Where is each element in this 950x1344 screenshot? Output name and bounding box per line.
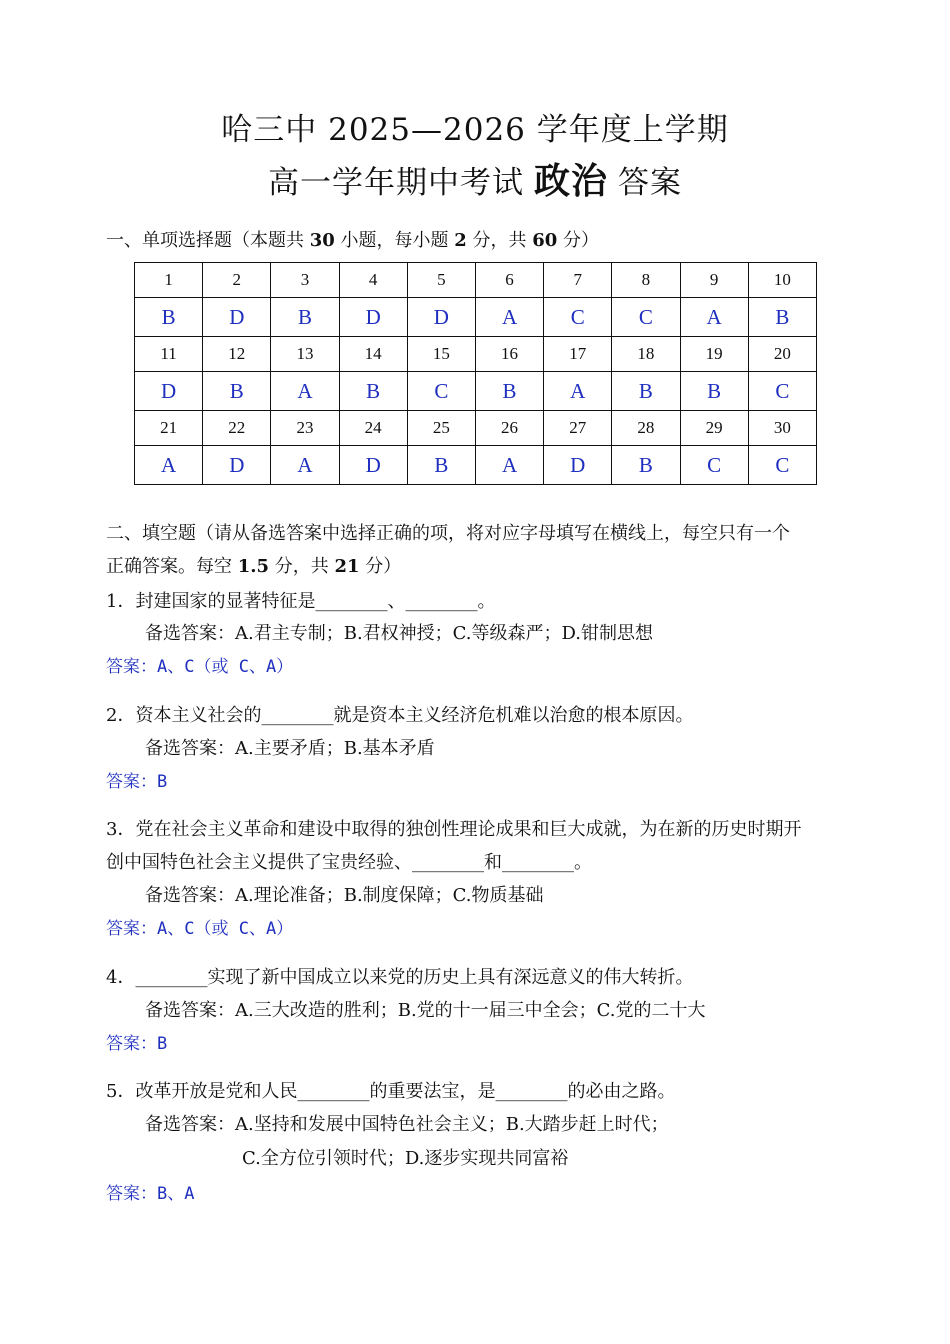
answer-letter-cell: B	[203, 372, 271, 411]
question-number-cell: 14	[339, 337, 407, 372]
answer-letter-cell: B	[135, 298, 203, 337]
question-number-cell: 13	[271, 337, 339, 372]
answer-letter-row	[135, 372, 817, 411]
question-number-cell: 12	[203, 337, 271, 372]
q5-text: 5．改革开放是党和人民________的重要法宝，是________的必由之路。	[106, 1081, 676, 1102]
answer-letter-cell: B	[271, 298, 339, 337]
answer-letter-cell: C	[748, 372, 816, 411]
q2-options: 备选答案：A.主要矛盾；B.基本矛盾	[145, 738, 435, 759]
answer-letter-cell: C	[544, 298, 612, 337]
q1-answer: 答案：A、C（或 C、A）	[106, 657, 294, 677]
q5-answer: 答案：B、A	[106, 1184, 195, 1204]
answer-letter-cell: D	[544, 446, 612, 485]
answer-letter-row	[135, 298, 817, 337]
question-number-cell: 22	[203, 411, 271, 446]
answer-letter-cell: D	[203, 446, 271, 485]
answer-letter-cell: A	[680, 298, 748, 337]
question-number-cell: 5	[407, 263, 475, 298]
answer-letter-cell: A	[135, 446, 203, 485]
q4-answer: 答案：B	[106, 1034, 168, 1054]
answer-letter-cell: D	[407, 298, 475, 337]
section-1-heading: 一、单项选择题（本题共 30 小题，每小题 2 分，共 60 分）	[106, 230, 600, 251]
exam-name: 高一学年期中考试	[267, 165, 524, 201]
answer-letter-cell: B	[339, 372, 407, 411]
answer-grid	[134, 262, 817, 485]
question-number-cell: 4	[339, 263, 407, 298]
question-number-cell: 24	[339, 411, 407, 446]
answer-label: 答案	[618, 165, 682, 201]
q4-text: 4．________实现了新中国成立以来党的历史上具有深远意义的伟大转折。	[106, 967, 694, 988]
question-number-cell: 20	[748, 337, 816, 372]
answer-letter-cell: B	[612, 446, 680, 485]
question-number-cell: 17	[544, 337, 612, 372]
subject: 政治	[533, 160, 608, 202]
q2-text: 2．资本主义社会的________就是资本主义经济危机难以治愈的根本原因。	[106, 705, 694, 726]
answer-letter-cell: C	[612, 298, 680, 337]
question-number-cell: 16	[475, 337, 543, 372]
title-line-1: 哈三中 2025—2026 学年度上学期	[221, 112, 729, 148]
q3-options: 备选答案：A.理论准备；B.制度保障；C.物质基础	[145, 885, 544, 906]
question-number-cell: 26	[475, 411, 543, 446]
q5-options-line-1: 备选答案：A.坚持和发展中国特色社会主义；B.大踏步赶上时代；	[145, 1114, 669, 1135]
question-number-cell: 18	[612, 337, 680, 372]
question-number-cell: 7	[544, 263, 612, 298]
section-2-heading-line-2: 正确答案。每空 1.5 分，共 21 分）	[106, 556, 402, 577]
question-number-cell: 11	[135, 337, 203, 372]
answer-letter-cell: D	[339, 298, 407, 337]
question-number-cell: 28	[612, 411, 680, 446]
answer-letter-cell: A	[271, 446, 339, 485]
q3-text-line-1: 3．党在社会主义革命和建设中取得的独创性理论成果和巨大成就，为在新的历史时期开	[106, 819, 802, 840]
answer-letter-cell: A	[271, 372, 339, 411]
question-number-cell: 8	[612, 263, 680, 298]
question-number-row	[135, 263, 817, 298]
answer-letter-row	[135, 446, 817, 485]
q2-answer: 答案：B	[106, 772, 168, 792]
question-number-cell: 9	[680, 263, 748, 298]
question-number-cell: 19	[680, 337, 748, 372]
question-number-cell: 15	[407, 337, 475, 372]
answer-letter-cell: D	[339, 446, 407, 485]
question-number-cell: 21	[135, 411, 203, 446]
answer-letter-cell: D	[203, 298, 271, 337]
q5-options-line-2: C.全方位引领时代；D.逐步实现共同富裕	[242, 1148, 569, 1169]
question-number-cell: 30	[748, 411, 816, 446]
question-number-cell: 3	[271, 263, 339, 298]
answer-letter-cell: B	[475, 372, 543, 411]
answer-letter-cell: B	[680, 372, 748, 411]
answer-letter-cell: C	[407, 372, 475, 411]
question-number-cell: 1	[135, 263, 203, 298]
question-number-cell: 2	[203, 263, 271, 298]
q3-text-line-2: 创中国特色社会主义提供了宝贵经验、________和________。	[106, 852, 592, 873]
answer-letter-cell: C	[748, 446, 816, 485]
question-number-cell: 29	[680, 411, 748, 446]
answer-letter-cell: D	[135, 372, 203, 411]
answer-letter-cell: B	[612, 372, 680, 411]
question-number-cell: 6	[475, 263, 543, 298]
answer-letter-cell: B	[748, 298, 816, 337]
q1-text: 1．封建国家的显著特征是________、________。	[106, 591, 496, 612]
answer-letter-cell: C	[680, 446, 748, 485]
question-number-row	[135, 411, 817, 446]
section-2-heading-line-1: 二、填空题（请从备选答案中选择正确的项，将对应字母填写在横线上，每空只有一个	[106, 523, 790, 544]
q3-answer: 答案：A、C（或 C、A）	[106, 919, 294, 939]
answer-letter-cell: A	[475, 446, 543, 485]
question-number-cell: 25	[407, 411, 475, 446]
title-line-2	[0, 153, 950, 204]
question-number-cell: 27	[544, 411, 612, 446]
q1-options: 备选答案：A.君主专制；B.君权神授；C.等级森严；D.钳制思想	[145, 623, 654, 644]
answer-letter-cell: B	[407, 446, 475, 485]
question-number-cell: 10	[748, 263, 816, 298]
question-number-row	[135, 337, 817, 372]
q4-options: 备选答案：A.三大改造的胜利；B.党的十一届三中全会；C.党的二十大	[145, 1000, 706, 1021]
answer-letter-cell: A	[475, 298, 543, 337]
answer-letter-cell: A	[544, 372, 612, 411]
question-number-cell: 23	[271, 411, 339, 446]
